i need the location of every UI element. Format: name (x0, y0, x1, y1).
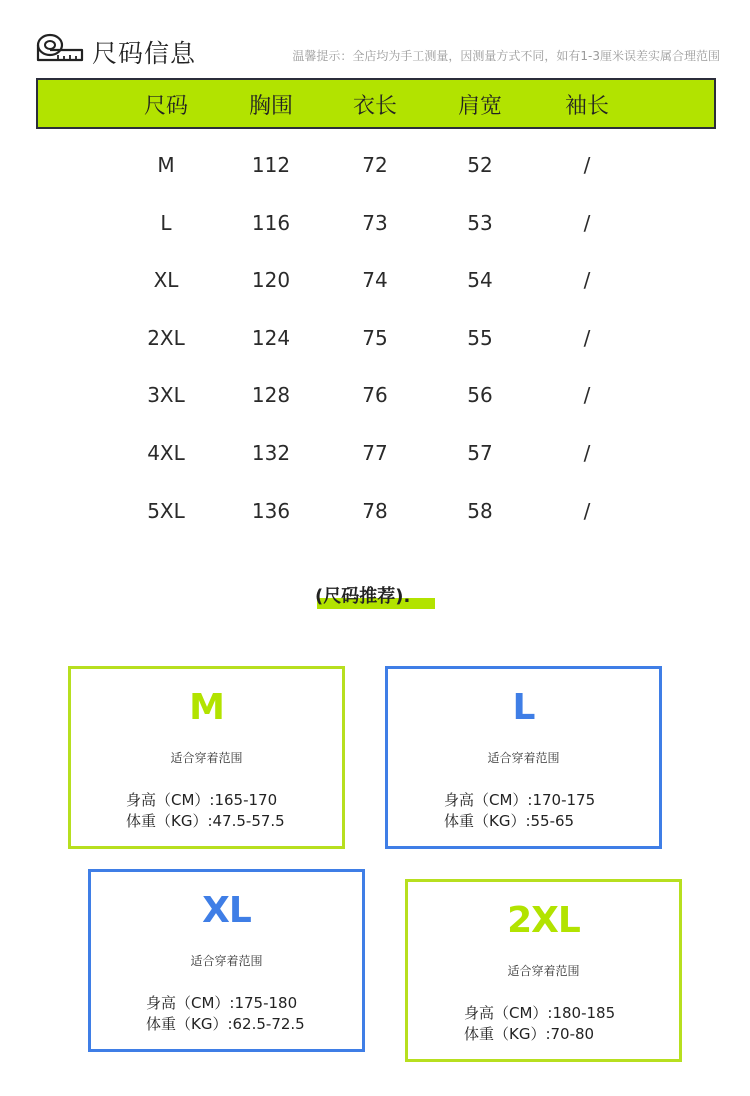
card-height-range: 身高（CM）:175-180 (146, 994, 298, 1012)
cell-length: 73 (362, 210, 388, 235)
card-height-range: 身高（CM）:170-175 (444, 791, 596, 809)
cell-size: 4XL (147, 440, 185, 465)
table-row (38, 252, 714, 310)
cell-sleeve: / (583, 383, 591, 408)
cell-size: L (160, 210, 172, 235)
card-size-label: 2XL (507, 900, 580, 941)
table-row (38, 310, 714, 368)
page-title: 尺码信息 (92, 39, 197, 68)
table-row (38, 425, 714, 483)
cell-chest: 120 (251, 268, 291, 293)
table-row (38, 483, 714, 541)
tape-measure-icon (36, 32, 84, 64)
cell-shoulder: 56 (467, 383, 493, 408)
cell-size: M (157, 153, 175, 177)
cell-length: 74 (362, 268, 388, 293)
size-recommendation-heading (315, 580, 437, 612)
card-height-range: 身高（CM）:165-170 (126, 791, 278, 809)
cell-length: 77 (362, 440, 388, 465)
column-header-length: 衣长 (352, 94, 397, 119)
size-card-xl (88, 869, 365, 1052)
cell-chest: 112 (251, 153, 291, 177)
cell-sleeve: / (583, 153, 591, 177)
column-header-chest: 胸围 (248, 94, 293, 119)
cell-shoulder: 57 (467, 440, 493, 465)
cell-length: 72 (362, 153, 388, 177)
cell-shoulder: 53 (467, 210, 493, 235)
size-card-l (385, 666, 662, 849)
cell-sleeve: / (583, 498, 591, 523)
card-subtitle: 适合穿着范围 (190, 954, 263, 968)
column-header-sleeve: 袖长 (564, 94, 609, 119)
cell-size: 3XL (147, 383, 185, 408)
recommendation-title: (尺码推荐). (315, 586, 411, 607)
card-subtitle: 适合穿着范围 (507, 964, 580, 978)
cell-chest: 116 (251, 210, 291, 235)
cell-sleeve: / (583, 325, 591, 350)
cell-chest: 128 (251, 383, 291, 408)
cell-length: 75 (362, 325, 388, 350)
cell-chest: 132 (251, 440, 291, 465)
card-size-label: M (189, 687, 224, 728)
size-card-2xl (405, 879, 682, 1062)
column-header-size: 尺码 (143, 94, 188, 119)
cell-size: 2XL (147, 325, 185, 350)
column-header-shoulder: 肩宽 (457, 94, 502, 119)
card-weight-range: 体重（KG）:55-65 (444, 812, 575, 830)
size-table-header (36, 78, 716, 129)
card-weight-range: 体重（KG）:47.5-57.5 (126, 812, 285, 830)
card-weight-range: 体重（KG）:62.5-72.5 (146, 1015, 305, 1033)
cell-shoulder: 52 (467, 153, 493, 177)
cell-sleeve: / (583, 440, 591, 465)
cell-sleeve: / (583, 268, 591, 293)
cell-chest: 136 (251, 498, 291, 523)
cell-length: 78 (362, 498, 388, 523)
cell-shoulder: 54 (467, 268, 493, 293)
cell-size: 5XL (147, 498, 185, 523)
size-table-body (38, 137, 714, 540)
cell-shoulder: 58 (467, 498, 493, 523)
table-row (38, 137, 714, 195)
measurement-note: 温馨提示：全店均为手工测量，因测量方式不同，如有1-3厘米误差实属合理范围 (292, 49, 720, 63)
cell-chest: 124 (251, 325, 291, 350)
cell-length: 76 (362, 383, 388, 408)
cell-shoulder: 55 (467, 325, 493, 350)
card-subtitle: 适合穿着范围 (487, 751, 560, 765)
cell-size: XL (153, 268, 179, 293)
cell-sleeve: / (583, 210, 591, 235)
card-weight-range: 体重（KG）:70-80 (464, 1025, 595, 1043)
size-card-m (68, 666, 345, 849)
card-height-range: 身高（CM）:180-185 (464, 1004, 616, 1022)
card-subtitle: 适合穿着范围 (170, 751, 243, 765)
table-row (38, 195, 714, 253)
size-info-header (36, 28, 720, 72)
card-size-label: L (512, 687, 535, 728)
card-size-label: XL (202, 890, 251, 931)
table-row (38, 367, 714, 425)
